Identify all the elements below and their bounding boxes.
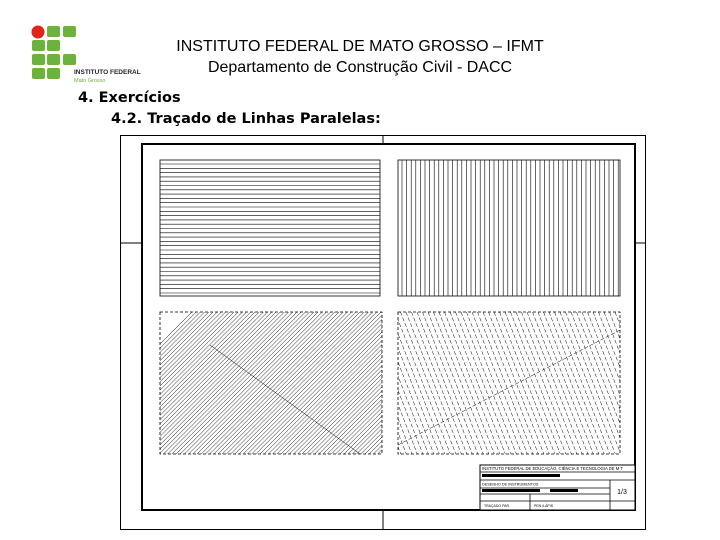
title-block-subject: DESENHO DE INSTRUMENTOS: [482, 482, 539, 487]
title-block-institution: INSTITUTO FEDERAL DE EDUCAÇÃO, CIÊNCIA E TECNOLOGIA DE M T: [482, 466, 623, 471]
technical-drawing-sheet: [120, 135, 646, 530]
header-line-2: Departamento de Construção Civil - DACC: [207, 59, 513, 76]
logo-text-2: Mato Grosso: [74, 78, 106, 84]
section-subtitle: 4.2. Traçado de Linhas Paralelas:: [111, 111, 381, 127]
logo-red-dot: [32, 26, 45, 39]
title-block: [480, 465, 635, 510]
header-line-1: INSTITUTO FEDERAL DE MATO GROSSO – IFMT: [176, 38, 544, 55]
title-block-label-left: TRAÇADO PAR.: [484, 504, 510, 508]
header-title: [140, 36, 580, 78]
logo-text-1: INSTITUTO FEDERAL: [74, 69, 141, 76]
section-title: 4. Exercícios: [78, 90, 181, 106]
title-block-label-right: PEN./LÁPIS: [534, 504, 554, 508]
title-block-sheet-number: 1/3: [617, 489, 627, 496]
